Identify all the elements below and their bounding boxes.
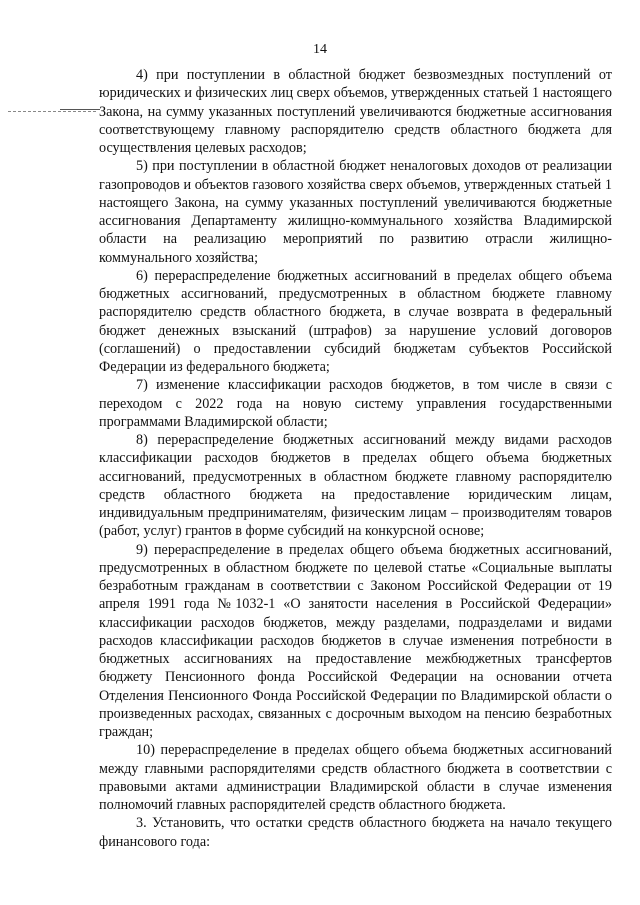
margin-mark-line (60, 109, 100, 110)
paragraph-section-3: 3. Установить, что остатки средств областного бюджета на начало текущего финансового года: (99, 815, 612, 850)
paragraph-item-7: 7) изменение классификации расходов бюджетов, в том числе в связи с переходом с 2022 года на новую систему управления государственными программами Владимирской области; (99, 377, 612, 430)
margin-mark (8, 111, 96, 112)
paragraph-item-9: 9) перераспределение в пределах общего объема бюджетных ассигнований, предусмотренных в областном бюджете по целевой статье «Социальные выплаты безработным гражданам в соответствии с Законом Российской Федерации от 19 апреля 1991 года №1032-1 «О занятости населения в Российской Федерации» классификации расходов бюджетов, между разделами, подразделами и видами расходов классификации расходов бюджетов в случае изменения потребности в бюджетных ассигнованиях на предоставление межбюджетных трансфертов бюджету Пенсионного фонда Российской Федерации на основании отчета Отделения Пенсионного Фонда Российской Федерации по Владимирской области о произведенных расходах, связанных с досрочным выходом на пенсию безработных граждан; (99, 541, 612, 740)
paragraph-item-8: 8) перераспределение бюджетных ассигнований между видами расходов классификации расходов бюджетов в пределах общего объема бюджетных ассигнований, предусмотренных в областном бюджете главному распорядителю средств областного бюджета на предоставление юридическим лицам, индивидуальным предпринимателям, физическим лицам – производителям товаров (работ, услуг) грантов в форме субсидий на конкурсной основе; (99, 432, 612, 540)
paragraph-item-4: 4) при поступлении в областной бюджет безвозмездных поступлений от юридических и физических лиц сверх объемов, утвержденных статьей 1 настоящего Закона, на сумму указанных поступлений увеличиваются бюджетные ассигнования соответствующему главному распорядителю средств областного бюджета для осуществления целевых расходов; (99, 67, 612, 156)
document-body (99, 66, 612, 851)
page-number: 14 (313, 42, 327, 57)
paragraph-item-5: 5) при поступлении в областной бюджет неналоговых доходов от реализации газопроводов и объектов газового хозяйства сверх объемов, утвержденных статьей 1 настоящего Закона, на сумму указанных поступлений увеличиваются бюджетные ассигнования Департаменту жилищно-коммунального хозяйства Владимирской области на реализацию мероприятий по развитию отрасли жилищно-коммунального хозяйства; (99, 158, 612, 266)
paragraph-item-6: 6) перераспределение бюджетных ассигнований в пределах общего объема бюджетных ассигнований, предусмотренных в областном бюджете главному распорядителю средств областного бюджета, в случае возврата в федеральный бюджет денежных взысканий (штрафов) за нарушение условий договоров (соглашений) о предоставлении субсидий бюджетам субъектов Российской Федерации из федерального бюджета; (99, 267, 612, 375)
paragraph-item-10: 10) перераспределение в пределах общего объема бюджетных ассигнований между главными распорядителями средств областного бюджета в соответствии с правовыми актами администрации Владимирской области в случае изменения полномочий главных распорядителей средств областного бюджета. (99, 742, 612, 813)
